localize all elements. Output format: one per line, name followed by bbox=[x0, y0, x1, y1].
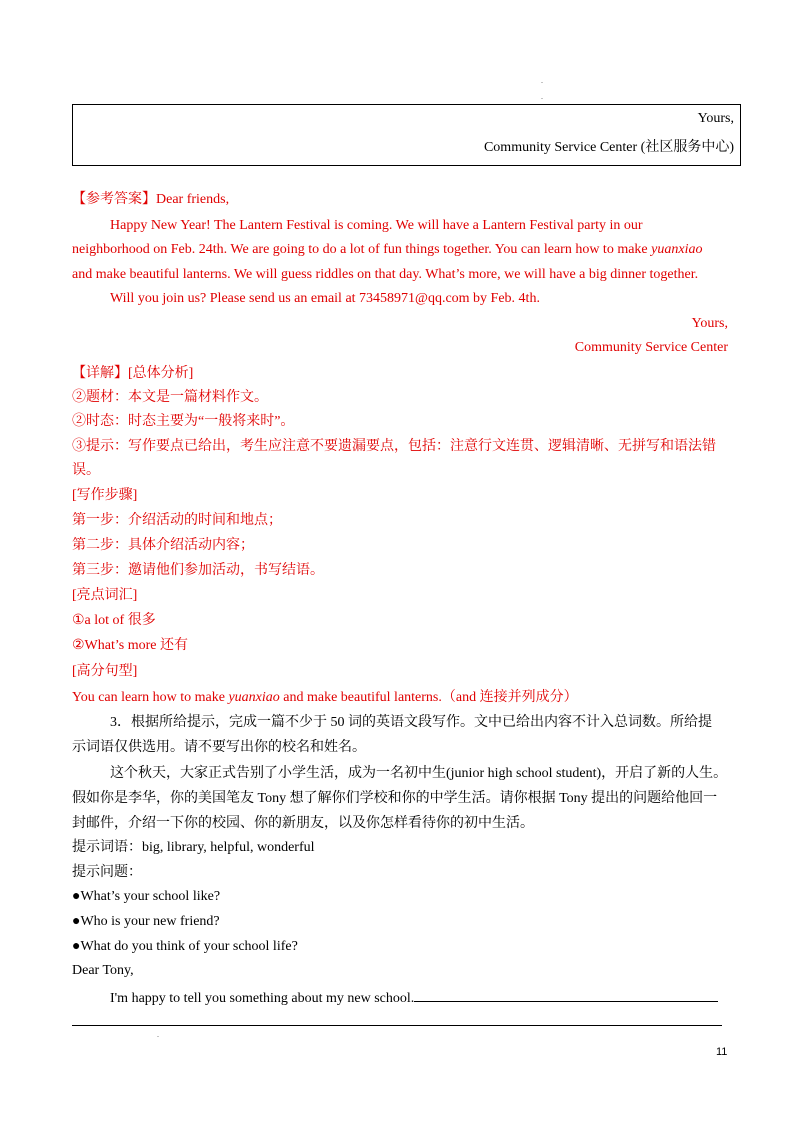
analysis-item: 误。 bbox=[72, 463, 100, 478]
answer-em-word: yuanxiao bbox=[651, 242, 703, 257]
letter-start-line bbox=[110, 987, 718, 1008]
question-line: 示词语仅供选用。请不要写出你的校名和姓名。 bbox=[72, 740, 366, 755]
step-item: 第二步：具体介绍活动内容； bbox=[72, 538, 254, 553]
answer-header bbox=[72, 191, 229, 209]
answer-line: neighborhood on Feb. 24th. We are going to do a lot of fun things together. You can learn how to make yuanxiao bbox=[72, 242, 703, 257]
answer-signature: Community Service Center bbox=[574, 340, 728, 355]
section-steps: [写作步骤] bbox=[72, 488, 138, 503]
answer-line: and make beautiful lanterns. We will guess riddles on that day. What’s more, we will have a big dinner together. bbox=[72, 267, 699, 282]
question-line: 假如你是李华，你的美国笔友 Tony 想了解你们学校和你的中学生活。请你根据 Tony 提出的问题给他回一 bbox=[72, 791, 718, 806]
box-closing: Yours, bbox=[697, 111, 734, 126]
analysis-item: ②时态：时态主要为“一般将来时”。 bbox=[72, 414, 295, 429]
analysis-header bbox=[72, 365, 193, 383]
decorative-dot: . bbox=[541, 76, 543, 85]
answer-label: 【参考答案】 bbox=[72, 192, 156, 207]
step-item: 第一步：介绍活动的时间和地点； bbox=[72, 513, 282, 528]
step-item: 第三步：邀请他们参加活动，书写结语。 bbox=[72, 563, 324, 578]
sentence-em-word: yuanxiao bbox=[228, 690, 280, 705]
analysis-item: ③提示：写作要点已给出，考生应注意不要遗漏要点，包括：注意行文连贯、逻辑清晰、无拼写和语法错 bbox=[72, 439, 716, 454]
hint-words: 提示词语：big, library, helpful, wonderful bbox=[72, 840, 315, 855]
question-line: 这个秋天，大家正式告别了小学生活，成为一名初中生(junior high school student)，开启了新的人生。 bbox=[110, 766, 728, 781]
answer-closing: Yours, bbox=[691, 316, 728, 331]
decorative-dot: . bbox=[541, 92, 543, 101]
vocab-item: ①a lot of 很多 bbox=[72, 613, 156, 628]
question-line: 3．根据所给提示，完成一篇不少于 50 词的英语文段写作。文中已给出内容不计入总词数。所给提 bbox=[110, 715, 712, 730]
answer-blank[interactable] bbox=[414, 987, 718, 1002]
sentence-item: You can learn how to make yuanxiao and make beautiful lanterns.（and 连接并列成分） bbox=[72, 690, 578, 705]
letter-greeting: Dear Tony, bbox=[72, 963, 134, 978]
section-overall: [总体分析] bbox=[128, 366, 194, 381]
hint-questions-label: 提示问题： bbox=[72, 865, 142, 880]
answer-blank-line[interactable] bbox=[72, 1025, 722, 1026]
answer-line: Happy New Year! The Lantern Festival is coming. We will have a Lantern Festival party in our bbox=[110, 218, 643, 233]
hint-question: ●What’s your school like? bbox=[72, 889, 221, 904]
hint-question: ●What do you think of your school life? bbox=[72, 939, 298, 954]
vocab-item: ②What’s more 还有 bbox=[72, 638, 188, 653]
letter-close-box bbox=[72, 104, 741, 166]
letter-start: I'm happy to tell you something about my new school. bbox=[110, 991, 415, 1006]
page-number: 11 bbox=[716, 1046, 728, 1058]
answer-line: Will you join us? Please send us an email at 73458971@qq.com by Feb. 4th. bbox=[110, 291, 540, 306]
answer-greeting: Dear friends, bbox=[156, 192, 230, 207]
hint-question: ●Who is your new friend? bbox=[72, 914, 220, 929]
analysis-label: 【详解】 bbox=[72, 366, 128, 381]
question-line: 封邮件，介绍一下你的校园、你的新朋友，以及你怎样看待你的初中生活。 bbox=[72, 816, 534, 831]
section-sentence: [高分句型] bbox=[72, 664, 138, 679]
box-signature: Community Service Center (社区服务中心) bbox=[483, 140, 734, 155]
section-vocab: [亮点词汇] bbox=[72, 588, 138, 603]
analysis-item: ②题材：本文是一篇材料作文。 bbox=[72, 390, 268, 405]
decorative-dot: . bbox=[157, 1030, 159, 1039]
